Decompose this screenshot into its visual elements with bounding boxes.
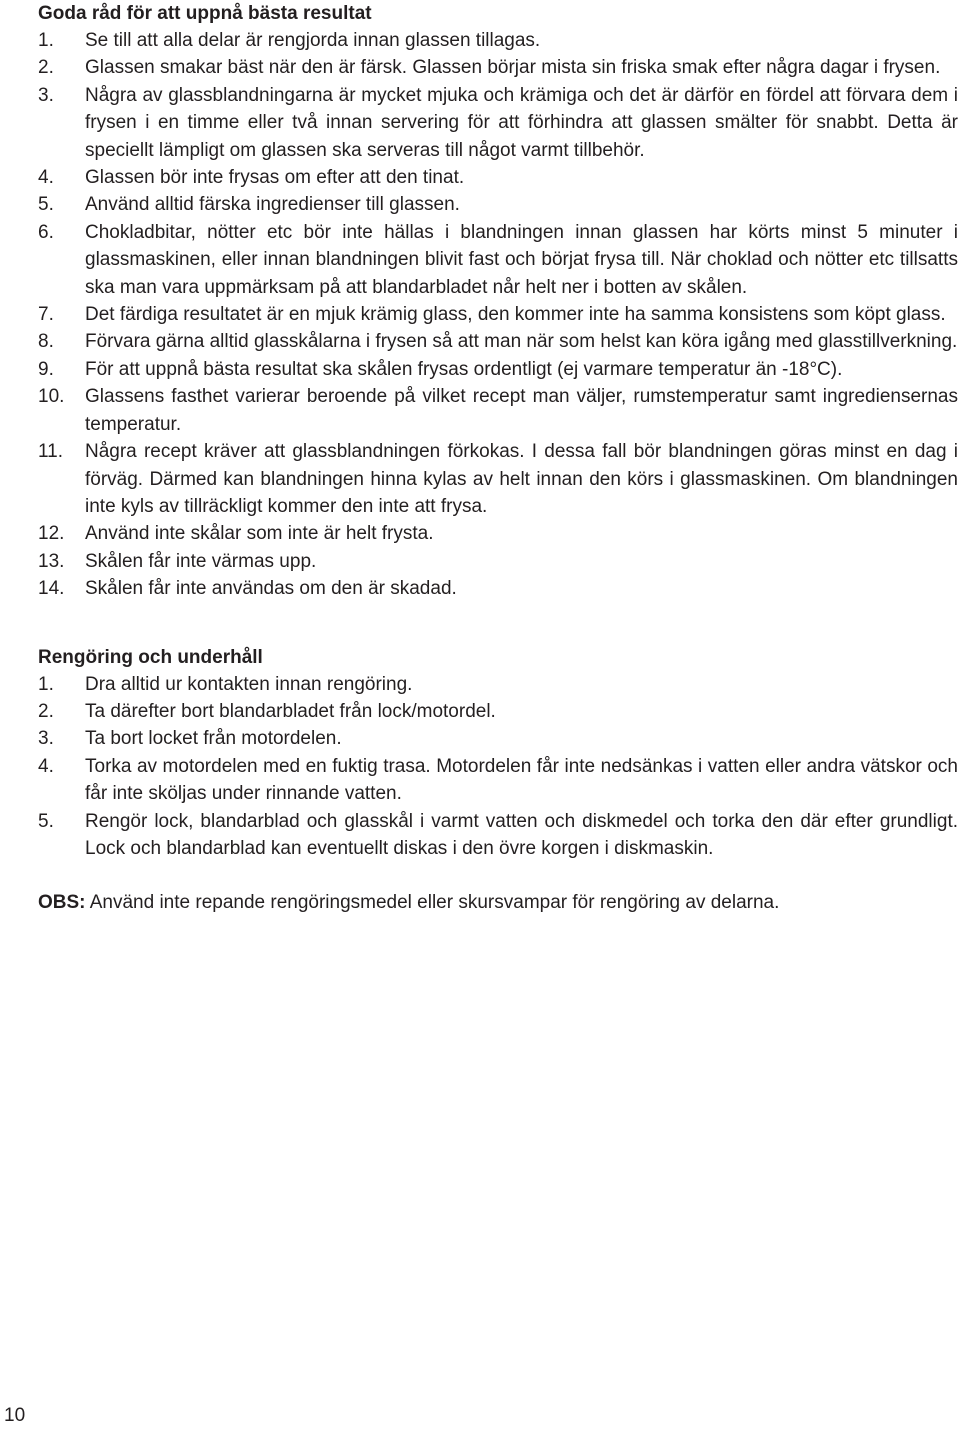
item-text: Skålen får inte användas om den är skadad. bbox=[85, 578, 457, 600]
list-item bbox=[38, 219, 960, 301]
item-text: Ta bort locket från motordelen. bbox=[85, 728, 342, 750]
item-number: 4. bbox=[38, 755, 54, 777]
list-item bbox=[38, 82, 960, 164]
tips-heading: Goda råd för att uppnå bästa resultat bbox=[38, 3, 372, 24]
item-number: 10. bbox=[38, 386, 65, 408]
item-text: Glassen smakar bäst när den är färsk. Glassen börjar mista sin friska smak efter några dagar i frysen. bbox=[85, 57, 941, 79]
list-item bbox=[38, 356, 960, 383]
item-text: Torka av motordelen med en fuktig trasa. Motordelen får inte nedsänkas i vatten eller andra vätskor och får inte sköljas under rinnande vatten. bbox=[85, 755, 958, 805]
item-number: 3. bbox=[38, 728, 54, 750]
list-item bbox=[38, 548, 960, 575]
item-number: 8. bbox=[38, 331, 54, 353]
item-number: 11. bbox=[38, 441, 64, 463]
obs-label: OBS: bbox=[38, 892, 86, 914]
obs-note bbox=[38, 889, 960, 916]
item-text: Ta därefter bort blandarbladet från lock/motordel. bbox=[85, 700, 496, 722]
item-number: 7. bbox=[38, 304, 54, 326]
item-number: 2. bbox=[38, 700, 54, 722]
item-text: Använd alltid färska ingredienser till glassen. bbox=[85, 194, 460, 216]
list-item bbox=[38, 301, 960, 328]
item-number: 2. bbox=[38, 57, 54, 79]
list-item bbox=[38, 575, 960, 602]
obs-text: Använd inte repande rengöringsmedel eller skursvampar för rengöring av delarna. bbox=[85, 892, 780, 914]
list-item bbox=[38, 671, 960, 698]
item-text: Använd inte skålar som inte är helt frysta. bbox=[85, 523, 434, 545]
list-item bbox=[38, 438, 960, 520]
item-text: Rengör lock, blandarblad och glasskål i varmt vatten och diskmedel och torka den där efter grundligt. Lock och blandarblad kan eventuellt diskas i den övre korgen i diskmaskin. bbox=[85, 810, 958, 859]
list-item bbox=[38, 54, 960, 81]
list-item bbox=[38, 164, 960, 191]
item-text: Några av glassblandningarna är mycket mjuka och krämiga och det är därför en fördel att förvara dem i frysen i en timme eller två innan servering för att förhindra att glassen smälter för snabbt. Detta är speciellt lämpligt om glassen ska serveras till något varmt tillbehör. bbox=[85, 84, 958, 161]
item-number: 1. bbox=[38, 30, 54, 51]
manual-page bbox=[38, 0, 960, 935]
item-text: För att uppnå bästa resultat ska skålen frysas ordentligt (ej varmare temperatur än -18°C). bbox=[85, 358, 843, 380]
item-number: 9. bbox=[38, 358, 54, 380]
cleaning-section bbox=[38, 644, 960, 863]
item-text: Glassens fasthet varierar beroende på vilket recept man väljer, rumstemperatur samt ingrediensernas temperatur. bbox=[85, 386, 958, 435]
item-number: 14. bbox=[38, 578, 65, 600]
item-text: Chokladbitar, nötter etc bör inte hällas i blandningen innan glassen har körts minst 5 minuter i glassmaskinen, eller innan blandningen blivit fast och börjat frysa till. När choklad och nötter etc tillsatts ska man vara uppmärksam på att blandarbladet når helt ner i botten av skålen. bbox=[85, 221, 958, 298]
list-item bbox=[38, 753, 960, 808]
cleaning-heading: Rengöring och underhåll bbox=[38, 646, 263, 668]
item-text: Glassen bör inte frysas om efter att den tinat. bbox=[85, 167, 465, 189]
item-number: 12. bbox=[38, 523, 65, 545]
item-number: 13. bbox=[38, 550, 65, 572]
list-item bbox=[38, 520, 960, 547]
list-item bbox=[38, 383, 960, 438]
item-number: 1. bbox=[38, 673, 54, 695]
item-text: Det färdiga resultatet är en mjuk krämig glass, den kommer inte ha samma konsistens som köpt glass. bbox=[85, 304, 946, 326]
item-number: 3. bbox=[38, 84, 54, 106]
item-number: 4. bbox=[38, 167, 54, 189]
item-text: Dra alltid ur kontakten innan rengöring. bbox=[85, 673, 413, 695]
list-item bbox=[38, 725, 960, 752]
item-text: Se till att alla delar är rengjorda innan glassen tillagas. bbox=[85, 30, 541, 51]
list-item bbox=[38, 808, 960, 863]
item-number: 5. bbox=[38, 810, 54, 832]
list-item bbox=[38, 191, 960, 218]
item-text: Några recept kräver att glassblandningen förkokas. I dessa fall bör blandningen göras minst en dag i förväg. Därmed kan blandningen hinna kylas av helt innan den körs i glassmaskinen. Om blandningen inte kyls av tillräckligt kommer den inte att frysa. bbox=[85, 441, 958, 517]
list-item bbox=[38, 328, 960, 355]
item-text: Skålen får inte värmas upp. bbox=[85, 550, 317, 572]
list-item bbox=[38, 27, 960, 54]
tips-list bbox=[38, 27, 960, 603]
item-number: 5. bbox=[38, 194, 54, 216]
item-text: Förvara gärna alltid glasskålarna i frysen så att man när som helst kan köra igång med glasstillverkning. bbox=[85, 331, 958, 353]
list-item bbox=[38, 698, 960, 725]
tips-section bbox=[38, 0, 960, 603]
cleaning-list bbox=[38, 671, 960, 863]
page-number: 10 bbox=[4, 1405, 26, 1426]
item-number: 6. bbox=[38, 221, 54, 243]
